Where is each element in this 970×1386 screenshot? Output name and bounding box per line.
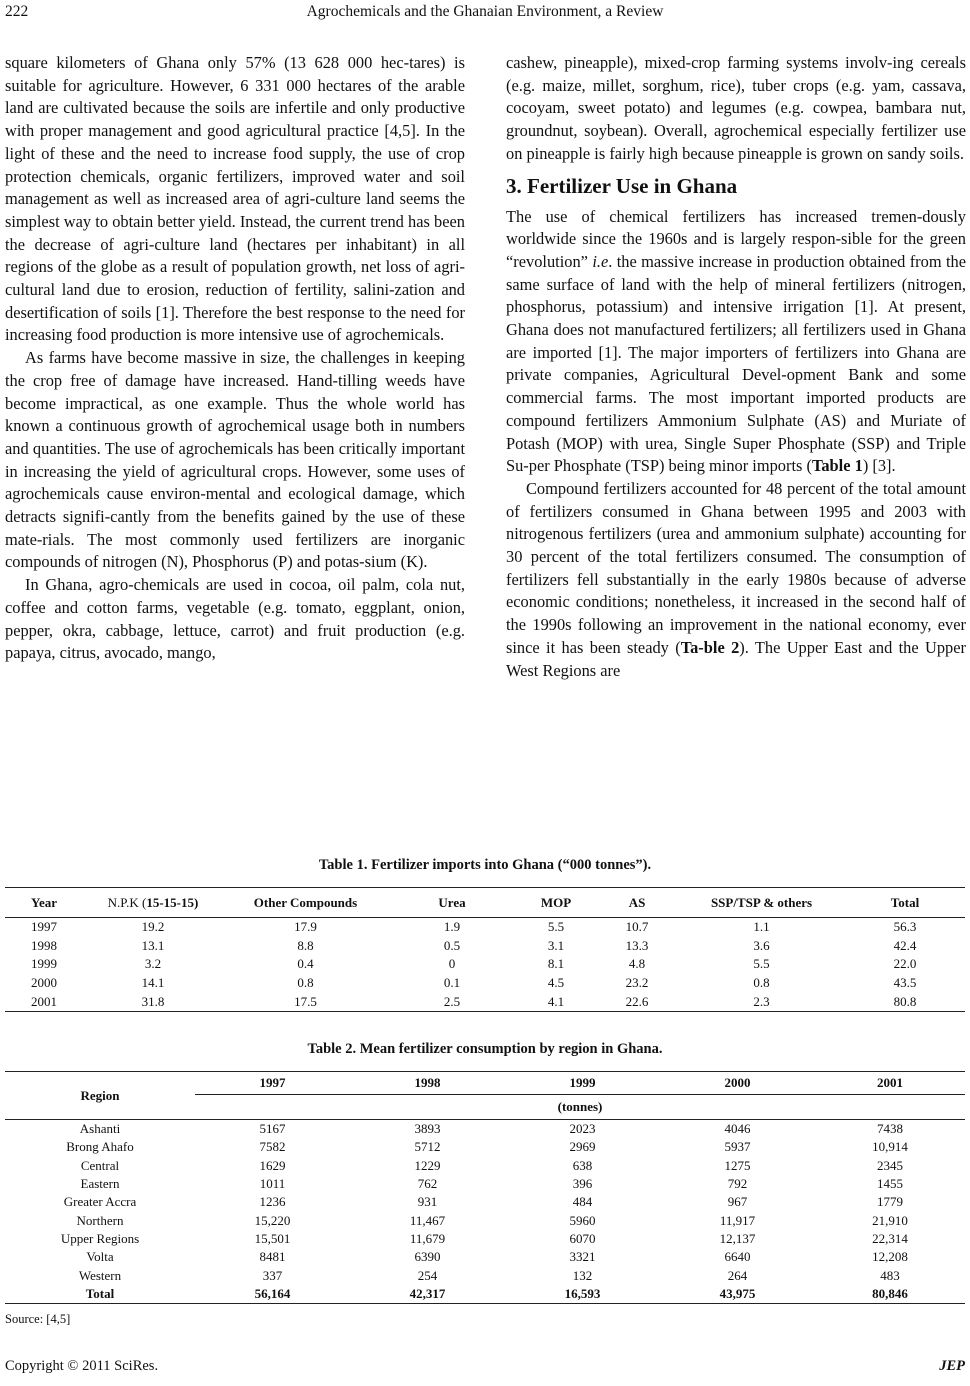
table-cell: 638 — [572, 1157, 593, 1173]
table-cell: Upper Regions — [60, 1230, 140, 1246]
table-cell: 6640 — [724, 1249, 751, 1265]
column-header: N.P.K (15-15-15) — [83, 888, 223, 918]
table-cell: Greater Accra — [63, 1194, 137, 1210]
page-header — [5, 3, 965, 21]
table-cell: 967 — [727, 1194, 748, 1210]
table-cell: 3.2 — [144, 956, 162, 972]
table-cell: 15,501 — [254, 1230, 291, 1246]
right-column — [506, 52, 966, 682]
table-cell: 4.8 — [628, 956, 646, 972]
column-header: Other Compounds — [223, 888, 388, 918]
year-header: 2001 — [815, 1072, 965, 1095]
table-row — [5, 1211, 965, 1229]
column-header: Year — [5, 888, 83, 918]
table-cell: 396 — [572, 1176, 593, 1192]
table-cell: 2.3 — [678, 992, 845, 1011]
table-cell: 22,314 — [872, 1230, 908, 1246]
table-cell: 0.8 — [297, 975, 314, 991]
table-cell: 22.0 — [893, 956, 917, 972]
table-cell: 8.8 — [297, 937, 314, 953]
table-cell: 132 — [572, 1267, 593, 1283]
table-cell: 13.1 — [141, 937, 165, 953]
table-cell: 12,137 — [719, 1230, 756, 1246]
table-cell: 17.9 — [294, 919, 317, 935]
table-cell: 12,208 — [872, 1249, 908, 1265]
table-row — [5, 1230, 965, 1248]
table-cell: 5712 — [414, 1139, 441, 1155]
table-cell: 56.3 — [893, 919, 917, 935]
table-cell: 3.1 — [547, 937, 565, 953]
table-cell: Total — [5, 1285, 195, 1304]
table-row — [5, 955, 965, 974]
table-cell: 484 — [572, 1194, 593, 1210]
table-cell: 3.6 — [753, 937, 770, 953]
table-cell: 4.5 — [547, 975, 565, 991]
table-cell: 11,679 — [409, 1230, 446, 1246]
year-header: 1998 — [350, 1072, 505, 1095]
table-cell: 10,914 — [872, 1139, 908, 1155]
table-reference: Table 1 — [811, 456, 863, 476]
journal-abbreviation: JEP — [939, 1358, 965, 1374]
table-row — [5, 1193, 965, 1211]
table-cell: 2345 — [877, 1157, 903, 1173]
table-cell: 1779 — [877, 1194, 903, 1210]
table-cell: 254 — [417, 1267, 438, 1283]
table-cell: 14.1 — [141, 975, 165, 991]
table-cell: 80,846 — [815, 1285, 965, 1304]
table-row — [5, 1120, 965, 1139]
table-cell: 10.7 — [625, 919, 649, 935]
table-cell: 8481 — [259, 1249, 286, 1265]
table-cell: 3321 — [569, 1249, 596, 1265]
table-cell: 5.5 — [753, 956, 770, 972]
table-cell: 2.5 — [388, 992, 516, 1011]
left-column — [5, 52, 465, 665]
paragraph: square kilometers of Ghana only 57% (13 628 000 hec-tares) is suitable for agriculture. However, 6 331 000 hectares of the arable land are cultivated because the soils are infertile and only productive with proper management and good agricultural practice [4,5]. In the light of these and the need to increase food supply, the use of crop protection chemicals, organic fertilizers, improved water and soil management as well as increased area of agri-culture land seems the simplest way to obtain better yield. Instead, the current trend has been the decrease of agri-culture land (hectares per inhabitant) in all regions of the globe as a result of population growth, net loss of agri-cultural land due to erosion, reduction of fertility, salini-zation and desertification of soils [1]. Therefore the best response to the need for increasing food production is more intensive use of agrochemicals. — [5, 53, 465, 345]
table-row — [5, 1266, 965, 1284]
column-header: Total — [845, 888, 965, 918]
fertilizer-imports-table — [5, 887, 965, 1012]
table-cell: 5960 — [569, 1212, 596, 1228]
running-title: Agrochemicals and the Ghanaian Environment, a Review — [306, 3, 664, 20]
table-cell: 0.8 — [753, 975, 770, 991]
year-header: 2000 — [660, 1072, 815, 1095]
page-footer — [5, 1358, 965, 1375]
paragraph: Compound fertilizers accounted for 48 percent of the total amount of fertilizers consumed in Ghana between 1995 and 2003 with nitrogenous fertilizers (urea and ammonium sulphate) accounting for 30 percent of the total fertilizers consumed. The consumption of fertilizers fell substantially in the early 1980s because of adverse economic conditions; nonetheless, it increased in the second half of the 1990s following an improvement in the national economy, ever since it has been steady (Ta-ble 2). The Upper East and the Upper West Regions are — [506, 478, 966, 680]
table-cell: 4.1 — [516, 992, 596, 1011]
table-cell: Brong Ahafo — [66, 1139, 134, 1155]
table-cell: 8.1 — [547, 956, 565, 972]
table-cell: 6390 — [414, 1249, 441, 1265]
table-cell: 1236 — [259, 1194, 286, 1210]
section-heading: 3. Fertilizer Use in Ghana — [506, 173, 738, 198]
column-header: AS — [596, 888, 678, 918]
table-cell: 22.6 — [596, 992, 678, 1011]
table-cell: 5.5 — [547, 919, 565, 935]
table-row — [5, 918, 965, 937]
table-cell: 21,910 — [872, 1212, 908, 1228]
table-cell: 1455 — [877, 1176, 903, 1192]
table-cell: 11,917 — [719, 1212, 756, 1228]
table-cell: 42,317 — [350, 1285, 505, 1304]
table-cell: 7582 — [259, 1139, 286, 1155]
paragraph: As farms have become massive in size, the challenges in keeping the crop free of damage have increased. Hand-tilling weeds have become impractical, as one example. Thus the whole world has known a continuous growth of agrochemical usage both in numbers and quantities. The use of agrochemicals has been critically important in increasing the yield of agricultural crops. However, some uses of agrochemicals cause environ-mental and ecological damage, which detracts signifi-cantly from the benefits gained by the use of these mate-rials. The most commonly used fertilizers are inorganic compounds of nitrogen (N), Phosphorus (P) and potas-sium (K). — [5, 348, 465, 572]
table-cell: 1.1 — [753, 919, 770, 935]
table-cell: Eastern — [80, 1176, 120, 1192]
copyright-notice: Copyright © 2011 SciRes. — [5, 1358, 159, 1374]
table-cell: 0 — [448, 956, 456, 972]
table-cell: 792 — [727, 1176, 748, 1192]
column-header: Urea — [388, 888, 516, 918]
table-cell: 7438 — [877, 1121, 903, 1137]
paragraph: In Ghana, agro-chemicals are used in cocoa, oil palm, cola nut, coffee and cotton farms, vegetable (e.g. tomato, eggplant, onion, pepper, okra, cabbage, lettuce, carrot) and fruit production (e.g. papaya, citrus, avocado, mango, — [5, 575, 465, 663]
regional-consumption-table — [5, 1071, 965, 1304]
page-number: 222 — [5, 3, 29, 20]
table-cell: 931 — [417, 1194, 438, 1210]
table-cell: Northern — [76, 1212, 124, 1228]
table-cell: 13.3 — [625, 937, 649, 953]
table-cell: 3893 — [414, 1121, 441, 1137]
table-cell: 43,975 — [660, 1285, 815, 1304]
table-row — [5, 1138, 965, 1156]
column-header: SSP/TSP & others — [678, 888, 845, 918]
table-cell: 15,220 — [254, 1212, 291, 1228]
table1-caption: Table 1. Fertilizer imports into Ghana (“000 tonnes”). — [318, 857, 652, 873]
table-cell: 5937 — [724, 1139, 751, 1155]
year-header: 1997 — [195, 1072, 350, 1095]
table-row — [5, 937, 965, 956]
table-header-row — [5, 1072, 965, 1095]
table-cell: 1011 — [259, 1176, 286, 1192]
table-cell: 1229 — [414, 1157, 441, 1173]
table-cell: 1998 — [31, 937, 57, 953]
table-cell: 1275 — [724, 1157, 751, 1173]
table-cell: 1.9 — [443, 919, 461, 935]
table-cell: 43.5 — [893, 975, 917, 991]
year-header: 1999 — [505, 1072, 660, 1095]
table-cell: Western — [78, 1267, 122, 1283]
table-cell: 337 — [262, 1267, 283, 1283]
table-cell: 5167 — [259, 1121, 286, 1137]
table-row — [5, 992, 965, 1011]
table-cell: 56,164 — [195, 1285, 350, 1304]
table-cell: 31.8 — [83, 992, 223, 1011]
table-row — [5, 1157, 965, 1175]
table-row — [5, 1175, 965, 1193]
table-cell: 1999 — [31, 956, 57, 972]
table-cell: 2001 — [5, 992, 83, 1011]
table-row — [5, 974, 965, 993]
table-cell: 2023 — [569, 1121, 596, 1137]
table-source: Source: [4,5] — [5, 1312, 71, 1326]
table-cell: 80.8 — [845, 992, 965, 1011]
unit-label: (tonnes) — [195, 1095, 965, 1120]
column-header: MOP — [516, 888, 596, 918]
table-cell: 23.2 — [625, 975, 649, 991]
table-cell: 11,467 — [409, 1212, 446, 1228]
table-cell: 264 — [727, 1267, 748, 1283]
paragraph: cashew, pineapple), mixed-crop farming systems involv-ing cereals (e.g. maize, millet, sorghum, rice), tuber crops (e.g. yam, cassava, cocoyam, sweet potato) and legumes (e.g. cowpea, bambara nut, groundnut, soybean). Overall, agrochemical especially fertilizer use on pineapple is fairly high because pineapple is grown on sandy soils. — [506, 53, 966, 163]
table-cell: 16,593 — [505, 1285, 660, 1304]
table-cell: 17.5 — [223, 992, 388, 1011]
table-cell: 6070 — [569, 1230, 596, 1246]
table-cell: 483 — [880, 1267, 900, 1283]
table-reference: Ta-ble 2 — [680, 637, 740, 657]
table-cell: 4046 — [724, 1121, 751, 1137]
table-cell: 2000 — [31, 975, 57, 991]
table-cell: 1629 — [259, 1157, 286, 1173]
table-header-row — [5, 888, 965, 918]
table-cell: Central — [80, 1157, 120, 1173]
table-total-row — [5, 1285, 965, 1304]
table-row — [5, 1248, 965, 1266]
table-cell: 0.5 — [443, 937, 461, 953]
table-cell: 19.2 — [141, 919, 165, 935]
region-header: Region — [5, 1072, 195, 1120]
table-cell: 42.4 — [893, 937, 917, 953]
table-cell: Volta — [86, 1249, 114, 1265]
table-cell: 1997 — [31, 919, 57, 935]
table-cell: 2969 — [569, 1139, 596, 1155]
table-cell: 0.4 — [297, 956, 314, 972]
table-cell: 762 — [417, 1176, 438, 1192]
table-cell: Ashanti — [79, 1121, 121, 1137]
table2-caption: Table 2. Mean fertilizer consumption by region in Ghana. — [307, 1041, 663, 1057]
paragraph: The use of chemical fertilizers has increased tremen-dously worldwide since the 1960s and is largely respon-sible for the green “revolution” i.e. the massive increase in production obtained from the same surface of land with the help of mineral fertilizers (nitrogen, phosphorus, potassium) and intensive irrigation [1]. At present, Ghana does not manufactured fertilizers; all fertilizers used in Ghana are imported [1]. The major importers of fertilizers into Ghana are private companies, Agricultural Devel-opment Bank and some commercial farms. The most important imported products are compound fertilizers Ammonium Sulphate (AS) and Muriate of Potash (MOP) with urea, Single Super Phosphate (SSP) and Triple Su-per Phosphate (TSP) being minor imports (Table 1) [3]. — [506, 206, 966, 476]
table-cell: 0.1 — [443, 975, 461, 991]
